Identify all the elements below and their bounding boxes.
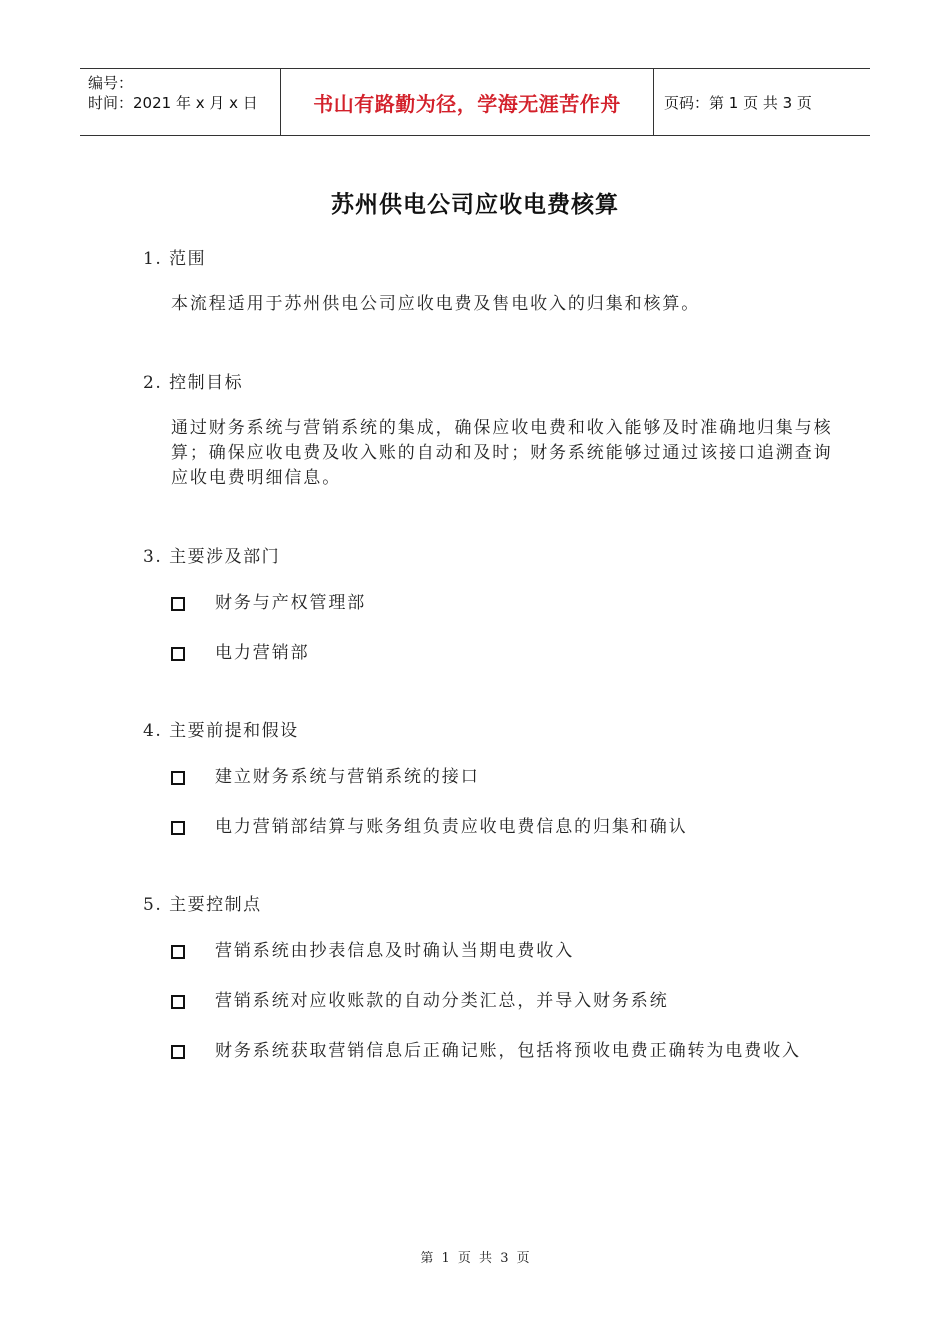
section-2-paragraph: 通过财务系统与营销系统的集成，确保应收电费和收入能够及时准确地归集与核算；确保应收电费及收入账的自动和及时；财务系统能够过通过该接口追溯查询应收电费明细信息。 [171, 418, 833, 488]
list-item-text: 营销系统由抄表信息及时确认当期电费收入 [215, 941, 575, 961]
section-1-paragraph: 本流程适用于苏州供电公司应收电费及售电收入的归集和核算。 [171, 294, 701, 314]
checkbox-bullet-icon [171, 821, 185, 835]
list-item-text: 电力营销部 [215, 643, 310, 663]
list-item-text: 营销系统对应收账款的自动分类汇总，并导入财务系统 [215, 991, 669, 1011]
list-item-text: 建立财务系统与营销系统的接口 [215, 767, 480, 787]
list-item [171, 765, 851, 790]
checkbox-bullet-icon [171, 995, 185, 1009]
list-item-text: 财务与产权管理部 [215, 593, 367, 613]
list-item [171, 1039, 851, 1064]
header-meta-cell [80, 69, 281, 135]
header-page-info: 页码：第 1 页 共 3 页 [664, 93, 812, 112]
list-item [171, 815, 851, 840]
page-footer: 第 1 页 共 3 页 [420, 1251, 530, 1266]
header-table [80, 68, 870, 136]
checkbox-bullet-icon [171, 1045, 185, 1059]
list-item [171, 641, 851, 666]
checkbox-bullet-icon [171, 945, 185, 959]
section-1-heading: 1. 范围 [143, 249, 207, 269]
list-item [171, 591, 851, 616]
list-item-text: 财务系统获取营销信息后正确记账，包括将预收电费正确转为电费收入 [215, 1041, 801, 1061]
document-title: 苏州供电公司应收电费核算 [331, 192, 619, 218]
checkbox-bullet-icon [171, 647, 185, 661]
checkbox-bullet-icon [171, 597, 185, 611]
document-date-label: 时间：2021 年 x 月 x 日 [88, 94, 258, 112]
list-item [171, 989, 851, 1014]
list-item [171, 939, 851, 964]
list-item-text: 电力营销部结算与账务组负责应收电费信息的归集和确认 [215, 817, 688, 837]
section-5-heading: 5. 主要控制点 [143, 895, 262, 915]
section-2-heading: 2. 控制目标 [143, 373, 244, 393]
checkbox-bullet-icon [171, 771, 185, 785]
section-4-heading: 4. 主要前提和假设 [143, 721, 299, 741]
section-3-heading: 3. 主要涉及部门 [143, 547, 281, 567]
header-motto: 书山有路勤为径，学海无涯苦作舟 [281, 69, 654, 135]
document-number-label: 编号： [88, 74, 134, 92]
